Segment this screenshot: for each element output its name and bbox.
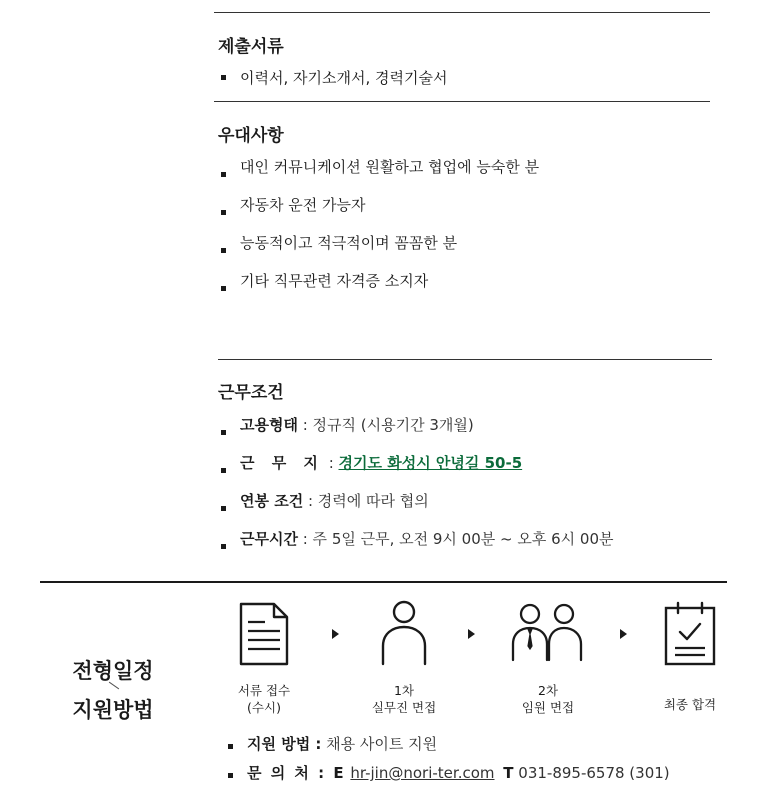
salary-value: : 경력에 따라 협의 bbox=[303, 492, 429, 510]
step-sublabel: (수시) bbox=[247, 700, 281, 715]
contact-label: 문 의 처 : E bbox=[247, 764, 346, 782]
step-label: 1차 bbox=[393, 683, 415, 698]
list-item: 자동차 운전 가능자 bbox=[218, 194, 539, 232]
document-icon bbox=[234, 600, 294, 670]
employment-item bbox=[218, 414, 614, 452]
list-item: 기타 직무관련 자격증 소지자 bbox=[218, 270, 539, 308]
location-item bbox=[218, 452, 614, 490]
process-step-documents bbox=[214, 600, 314, 716]
documents-title: 제출서류 bbox=[218, 37, 284, 57]
apply-method-label: 지원 방법 : bbox=[247, 735, 322, 753]
list-item: 대인 커뮤니케이션 원활하고 협업에 능숙한 분 bbox=[218, 156, 539, 194]
employment-label: 고용형태 bbox=[240, 416, 298, 434]
divider bbox=[214, 12, 710, 13]
apply-method-item bbox=[225, 732, 670, 761]
process-title: 전형일정 bbox=[72, 659, 154, 683]
conditions-title: 근무조건 bbox=[218, 383, 284, 403]
apply-title: 지원방법 bbox=[72, 698, 154, 722]
process-step-interview-2 bbox=[496, 598, 600, 716]
hours-value: : 주 5일 근무, 오전 9시 00분 ~ 오후 6시 00분 bbox=[297, 530, 614, 548]
phone-value: 031-895-6578 (301) bbox=[513, 764, 670, 782]
apply-method-value: 채용 사이트 지원 bbox=[321, 735, 438, 753]
step-sublabel: 실무진 면접 bbox=[371, 700, 437, 715]
email-link[interactable]: hr-jin@nori-ter.com bbox=[350, 764, 495, 782]
divider bbox=[214, 101, 710, 102]
step-label: 서류 접수 bbox=[237, 683, 291, 698]
employment-value: : 정규직 (시용기간 3개월) bbox=[297, 416, 474, 434]
list-item: 능동적이고 적극적이며 꼼꼼한 분 bbox=[218, 232, 539, 270]
preferred-title: 우대사항 bbox=[218, 126, 284, 146]
process-step-final bbox=[640, 600, 740, 713]
phone-label: T bbox=[503, 764, 514, 782]
preferred-list bbox=[218, 156, 539, 308]
conditions-list bbox=[218, 414, 614, 566]
arrow-icon bbox=[468, 629, 475, 639]
list-item: 이력서, 자기소개서, 경력기술서 bbox=[218, 68, 447, 88]
arrow-icon bbox=[620, 629, 627, 639]
divider bbox=[218, 359, 712, 360]
contact-item bbox=[225, 761, 670, 790]
hours-label: 근무시간 bbox=[240, 530, 298, 548]
salary-item bbox=[218, 490, 614, 528]
apply-list bbox=[225, 732, 670, 790]
arrow-icon bbox=[332, 629, 339, 639]
two-persons-icon bbox=[508, 598, 588, 670]
hours-item bbox=[218, 528, 614, 566]
step-label: 최종 합격 bbox=[663, 697, 717, 712]
location-link[interactable]: 경기도 화성시 안녕길 50-5 bbox=[338, 454, 523, 472]
salary-label: 연봉 조건 bbox=[240, 492, 304, 510]
step-label: 2차 bbox=[537, 683, 559, 698]
section-divider bbox=[40, 581, 727, 583]
location-label: 근 무 지 bbox=[240, 454, 324, 472]
location-sep: : bbox=[323, 454, 339, 472]
person-icon bbox=[374, 598, 434, 670]
process-step-interview-1 bbox=[354, 598, 454, 716]
step-sublabel: 임원 면접 bbox=[521, 700, 575, 715]
clipboard-check-icon bbox=[660, 600, 720, 670]
documents-list bbox=[218, 68, 447, 88]
